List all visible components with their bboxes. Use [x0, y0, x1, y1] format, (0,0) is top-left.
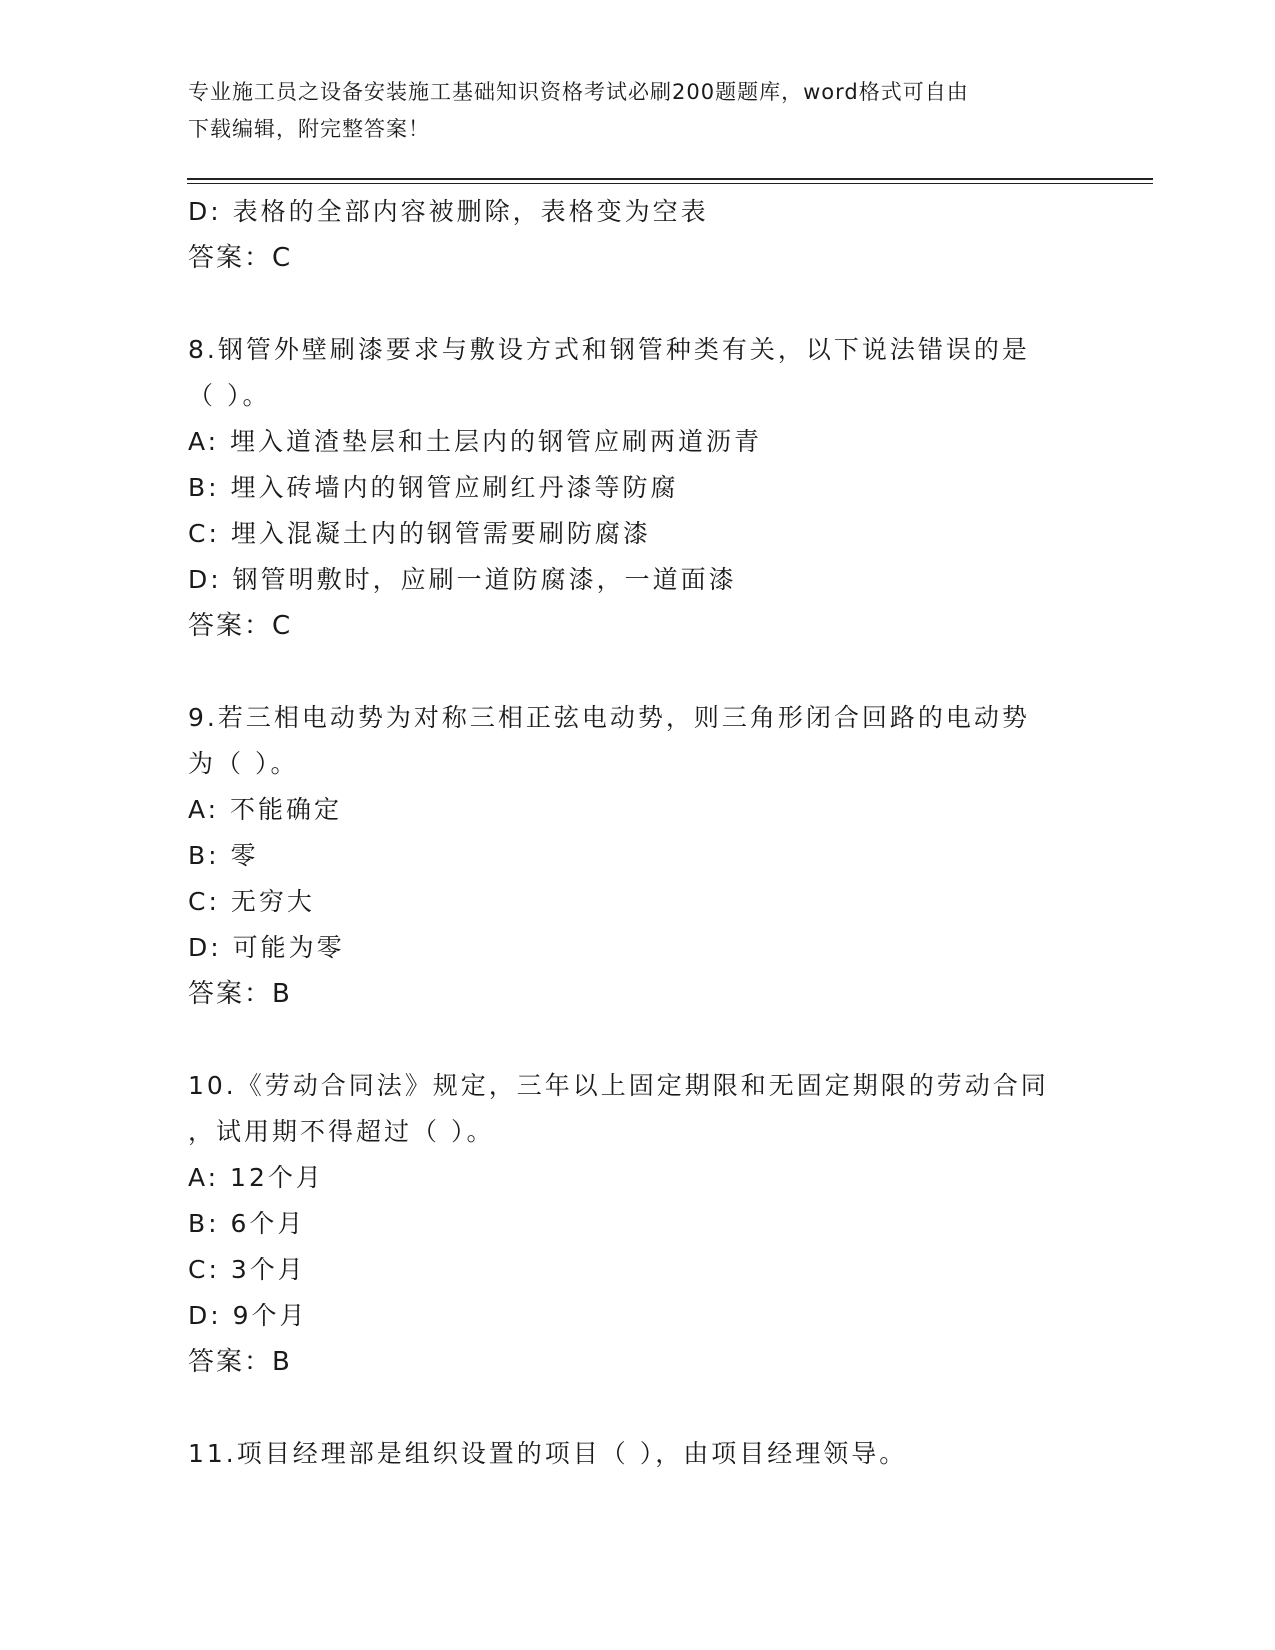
question-text-line-1: 10.《劳动合同法》规定，三年以上固定期限和无固定期限的劳动合同	[188, 1071, 1049, 1100]
question-10	[188, 1063, 1088, 1385]
option-a: A: 埋入道渣垫层和土层内的钢管应刷两道沥青	[188, 427, 763, 456]
option-b: B: 零	[188, 841, 259, 870]
question-11	[188, 1431, 1088, 1477]
question-8	[188, 327, 1088, 649]
option-d: D: 表格的全部内容被删除，表格变为空表	[188, 197, 709, 226]
spacer	[188, 649, 1088, 695]
question-text-line-2: ，试用期不得超过（ ）。	[188, 1117, 495, 1146]
option-c: C: 埋入混凝土内的钢管需要刷防腐漆	[188, 519, 651, 548]
answer-line: 答案：B	[188, 1347, 292, 1377]
answer-line: 答案：C	[188, 611, 293, 641]
document-body	[188, 189, 1088, 1477]
spacer	[188, 1017, 1088, 1063]
spacer	[188, 1385, 1088, 1431]
previous-question-tail	[188, 189, 1088, 281]
document-header	[188, 74, 1088, 148]
question-text-line-1: 11.项目经理部是组织设置的项目（ ），由项目经理领导。	[188, 1439, 908, 1468]
header-rule-thick	[187, 178, 1153, 180]
option-c: C: 3个月	[188, 1255, 306, 1284]
header-rule-thin	[187, 183, 1153, 184]
option-a: A: 不能确定	[188, 795, 343, 824]
option-b: B: 6个月	[188, 1209, 306, 1238]
option-c: C: 无穷大	[188, 887, 315, 916]
option-d: D: 钢管明敷时，应刷一道防腐漆，一道面漆	[188, 565, 737, 594]
question-9	[188, 695, 1088, 1017]
option-a: A: 12个月	[188, 1163, 324, 1192]
option-d: D: 9个月	[188, 1301, 308, 1330]
question-text-line-2: 为（ ）。	[188, 749, 299, 778]
spacer	[188, 281, 1088, 327]
header-line-2: 下载编辑，附完整答案！	[188, 117, 430, 141]
answer-line: 答案：B	[188, 979, 292, 1009]
question-text-line-1: 8.钢管外壁刷漆要求与敷设方式和钢管种类有关，以下说法错误的是	[188, 335, 1030, 364]
option-b: B: 埋入砖墙内的钢管应刷红丹漆等防腐	[188, 473, 679, 502]
question-text-line-1: 9.若三相电动势为对称三相正弦电动势，则三角形闭合回路的电动势	[188, 703, 1030, 732]
option-d: D: 可能为零	[188, 933, 345, 962]
header-line-1: 专业施工员之设备安装施工基础知识资格考试必刷200题题库，word格式可自由	[188, 80, 969, 104]
question-text-line-2: （ ）。	[188, 381, 271, 410]
answer-line: 答案：C	[188, 243, 293, 273]
